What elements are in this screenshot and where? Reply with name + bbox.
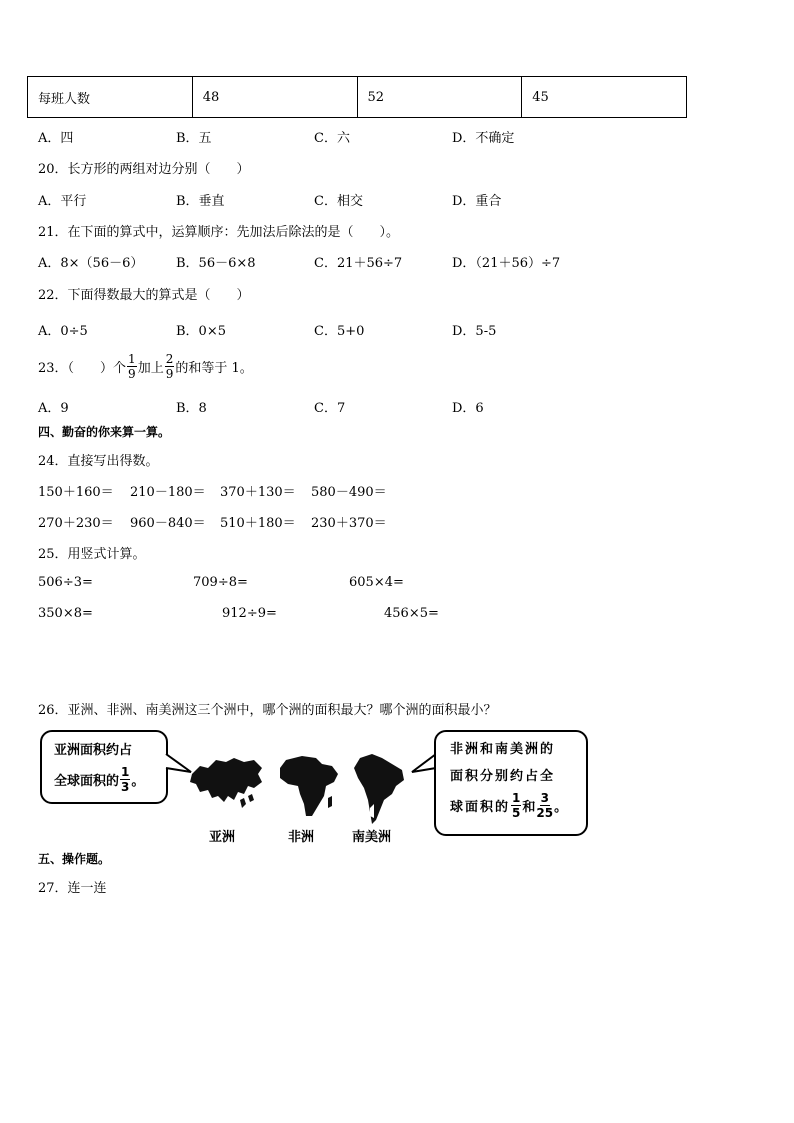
q22-option-a: A．0÷5 bbox=[38, 324, 88, 339]
q24-item: 580－490＝ bbox=[311, 485, 387, 500]
q24-item: 510＋180＝ bbox=[220, 516, 296, 531]
q24-stem: 24．直接写出得数。 bbox=[38, 454, 159, 469]
q24-item: 270＋230＝ bbox=[38, 516, 114, 531]
q19-option-a: A．四 bbox=[38, 131, 74, 146]
table-row-label: 每班人数 bbox=[28, 77, 193, 118]
right-bubble-line3: 球面积的 $\frac{1}{5}$ 和 $\frac{3}{25}$ 。 bbox=[450, 791, 568, 820]
q23-middle: 加上 bbox=[137, 361, 164, 376]
q21-stem: 21．在下面的算式中，运算顺序：先加法后除法的是（ ）。 bbox=[38, 225, 400, 240]
q25-item: 350×8= bbox=[38, 606, 93, 621]
q24-item: 230＋370＝ bbox=[311, 516, 387, 531]
q21-option-d: D．（21＋56）÷7 bbox=[452, 256, 561, 271]
right-bubble-line1: 非洲和南美洲的 bbox=[450, 742, 556, 757]
q22-option-b: B．0×5 bbox=[176, 324, 226, 339]
q23-option-b: B．8 bbox=[176, 401, 207, 416]
q24-item: 150＋160＝ bbox=[38, 485, 114, 500]
left-bubble-line2: 全球面积的 $\frac{1}{3}$ 。 bbox=[54, 765, 145, 794]
q23-option-a: A．9 bbox=[38, 401, 69, 416]
q19-option-b: B．五 bbox=[176, 131, 212, 146]
right-bubble-line2: 面积分别约占全 bbox=[450, 769, 556, 784]
q23-fraction-1: $\frac{1}{9}$ bbox=[128, 352, 136, 381]
asia-map-icon bbox=[188, 752, 266, 810]
q19-option-d: D．不确定 bbox=[452, 131, 515, 146]
south-america-map-icon bbox=[352, 752, 408, 826]
q23-fraction-2: $\frac{2}{9}$ bbox=[165, 352, 174, 381]
q20-option-b: B．垂直 bbox=[176, 194, 225, 209]
left-speech-bubble bbox=[40, 730, 168, 804]
q20-stem: 20．长方形的两组对边分别（ ） bbox=[38, 162, 250, 177]
table-cell: 52 bbox=[357, 77, 522, 118]
q21-option-a: A．8×（56－6） bbox=[38, 256, 144, 271]
q24-item: 960－840＝ bbox=[130, 516, 206, 531]
table-row bbox=[28, 77, 687, 118]
q19-option-c: C．六 bbox=[314, 131, 350, 146]
q26-stem: 26．亚洲、非洲、南美洲这三个洲中，哪个洲的面积最大？哪个洲的面积最小？ bbox=[38, 703, 497, 718]
q25-item: 912÷9= bbox=[222, 606, 277, 621]
q25-item: 709÷8= bbox=[193, 575, 248, 590]
q20-option-a: A．平行 bbox=[38, 194, 87, 209]
africa-map-icon bbox=[276, 754, 342, 820]
south-america-label: 南美洲 bbox=[352, 830, 392, 845]
q21-option-b: B．56－6×8 bbox=[176, 256, 256, 271]
right-bubble-fraction-2: $\frac{3}{25}$ bbox=[536, 791, 554, 820]
q23-stem bbox=[38, 353, 253, 380]
q24-item: 370＋130＝ bbox=[220, 485, 296, 500]
q23-option-c: C．7 bbox=[314, 401, 346, 416]
q25-item: 605×4= bbox=[349, 575, 404, 590]
q24-item: 210－180＝ bbox=[130, 485, 206, 500]
africa-label: 非洲 bbox=[288, 830, 315, 845]
q20-option-c: C．相交 bbox=[314, 194, 363, 209]
section-heading-5: 五、操作题。 bbox=[38, 852, 111, 866]
asia-label: 亚洲 bbox=[209, 830, 236, 845]
q22-option-d: D．5-5 bbox=[452, 324, 497, 339]
q27-stem: 27．连一连 bbox=[38, 881, 107, 896]
q25-item: 456×5= bbox=[384, 606, 439, 621]
left-bubble-line1: 亚洲面积约占 bbox=[54, 743, 133, 758]
q22-stem: 22．下面得数最大的算式是（ ） bbox=[38, 288, 250, 303]
q21-option-c: C．21＋56÷7 bbox=[314, 256, 403, 271]
q23-prefix: 23．（ ）个 bbox=[38, 361, 127, 376]
right-speech-bubble bbox=[434, 730, 588, 836]
right-bubble-fraction-1: $\frac{1}{5}$ bbox=[512, 791, 521, 820]
left-bubble-fraction: $\frac{1}{3}$ bbox=[121, 765, 130, 794]
q22-option-c: C．5+0 bbox=[314, 324, 365, 339]
q23-option-d: D．6 bbox=[452, 401, 484, 416]
table-cell: 45 bbox=[522, 77, 687, 118]
q20-option-d: D．重合 bbox=[452, 194, 502, 209]
table-cell: 48 bbox=[192, 77, 357, 118]
section-heading-4: 四、勤奋的你来算一算。 bbox=[38, 425, 171, 439]
q23-suffix: 的和等于 1。 bbox=[175, 361, 253, 376]
class-size-table bbox=[27, 76, 687, 118]
q25-stem: 25．用竖式计算。 bbox=[38, 547, 146, 562]
q25-item: 506÷3= bbox=[38, 575, 93, 590]
